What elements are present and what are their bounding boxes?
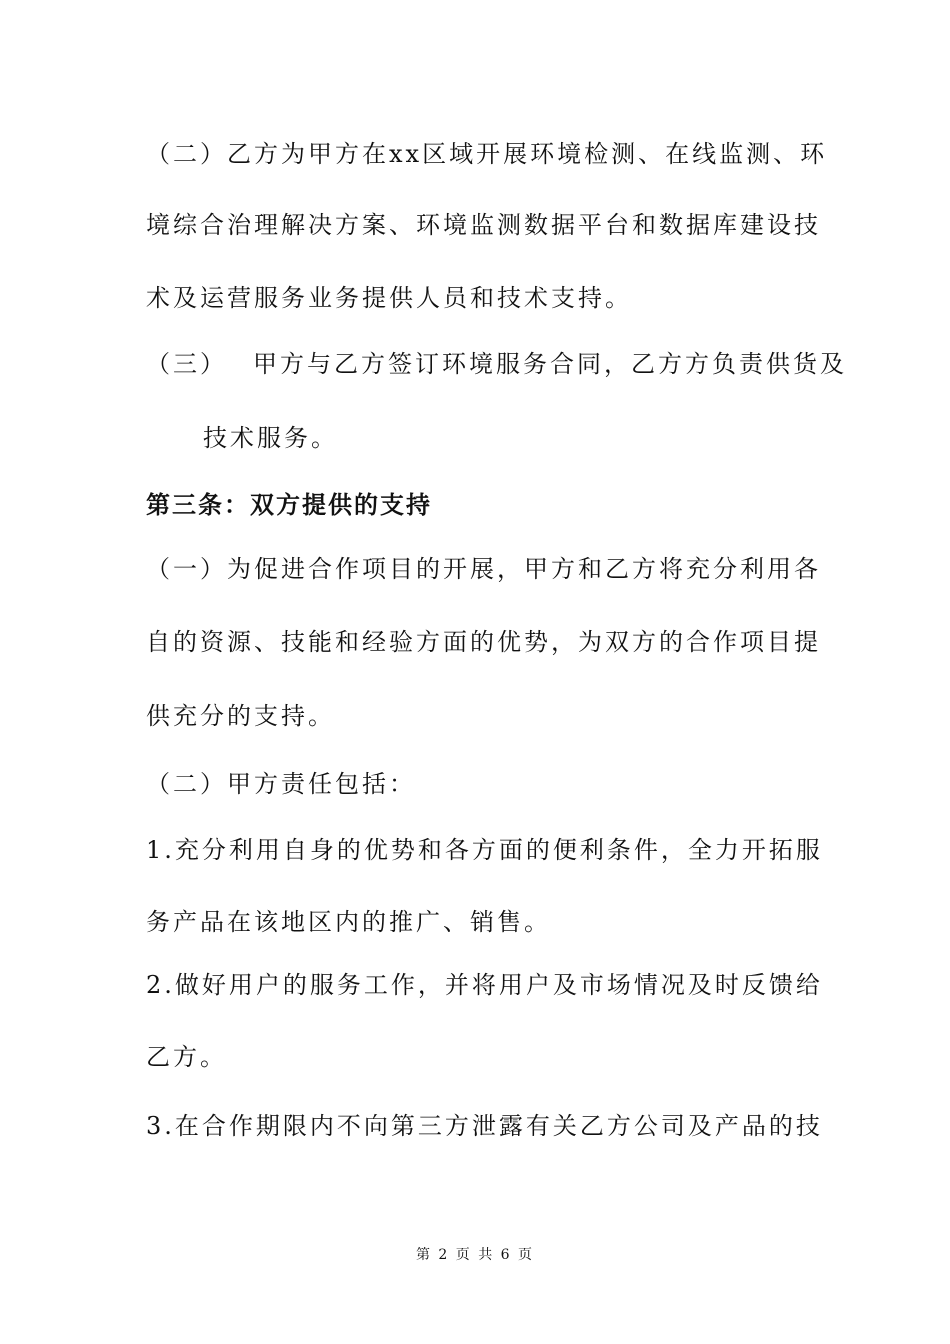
paragraph-line: 2.做好用户的服务工作，并将用户及市场情况及时反馈给 (146, 971, 823, 999)
paragraph-line: 供充分的支持。 (146, 702, 335, 730)
paragraph-line: （二）甲方责任包括： (146, 770, 416, 798)
paragraph-line: 乙方。 (146, 1043, 227, 1071)
paragraph-line: 1.充分利用自身的优势和各方面的便利条件，全力开拓服 (146, 836, 823, 864)
paragraph-line: （一）为促进合作项目的开展，甲方和乙方将充分利用各 (146, 555, 821, 583)
list-item-3-label: （三） (146, 350, 227, 378)
paragraph-line: 技术服务。 (203, 424, 338, 452)
list-item-3 (146, 348, 847, 380)
page-footer: 第 2 页 共 6 页 (415, 1247, 535, 1263)
paragraph-line: 自的资源、技能和经验方面的优势，为双方的合作项目提 (146, 628, 821, 656)
paragraph-line: 务产品在该地区内的推广、销售。 (146, 908, 551, 936)
paragraph-line: 3.在合作期限内不向第三方泄露有关乙方公司及产品的技 (146, 1112, 823, 1140)
paragraph-line: 术及运营服务业务提供人员和技术支持。 (146, 284, 632, 312)
paragraph-line: 境综合治理解决方案、环境监测数据平台和数据库建设技 (146, 211, 821, 239)
list-item-3-text: 甲方与乙方签订环境服务合同，乙方方负责供货及 (253, 350, 847, 378)
section-heading: 第三条：双方提供的支持 (146, 491, 432, 519)
paragraph-line: （二）乙方为甲方在xx区域开展环境检测、在线监测、环 (146, 140, 828, 168)
